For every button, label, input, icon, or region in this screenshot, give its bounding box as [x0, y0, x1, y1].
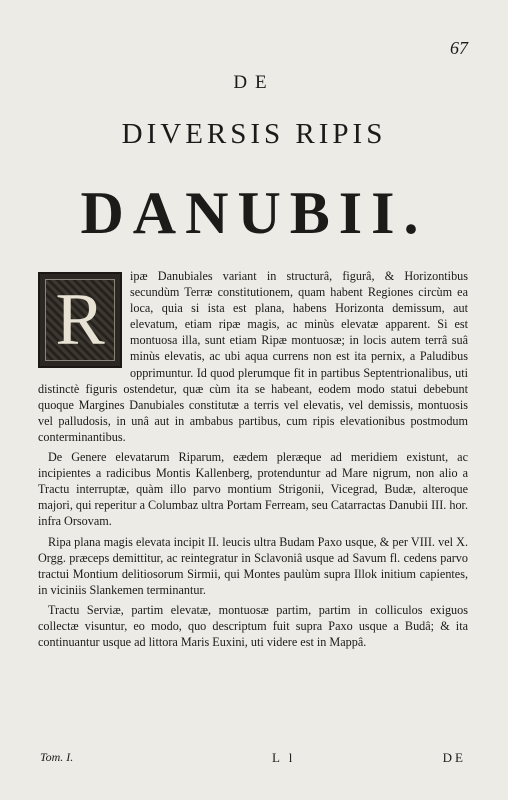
- page-number: 67: [450, 38, 468, 58]
- footer-catchword: DE: [442, 750, 466, 765]
- paragraph-4: Tractu Serviæ, partim elevatæ, montuosæ partim, partim in colliculos exiguos collectæ visuntur, eo modo, quo descriptum fuit supra Paxo usque a Budâ; & ita continuantur usque ad littora Maris Euxini, uti videre est in Mappâ.: [38, 602, 468, 650]
- paragraph-3: Ripa plana magis elevata incipit II. leucis ultra Budam Paxo usque, & per VIII. vel X. Orgg. præceps demittitur, ac reintegratur in Sclavoniâ usque ad Savum fl. cedens parvo tractui Montium delitiosorum Sirmii, qui Montes paulùm supra Illok initium capientes, in viciniis Slankemen terminantur.: [38, 534, 468, 597]
- footer-volume: Tom. I.: [40, 750, 74, 764]
- paragraph-2: De Genere elevatarum Riparum, eædem pleræque ad meridiem existunt, ac incipientes a radicibus Montis Kallenberg, protenduntur ad Mare nigrum, non alio a Tractu interruptæ, quàm illo parvo montium Strigonii, Vicegrad, Budæ, alteroque majori, qui reperitur a Columbaz ultra Portam Ferream, seu Catarractas Danubii III. hor. infra Orsovam.: [38, 450, 468, 529]
- initial-letter: R: [55, 279, 105, 361]
- heading-de: DE: [233, 72, 275, 93]
- paragraph-1: [38, 268, 468, 445]
- decorated-initial: [38, 272, 122, 368]
- heading-danubii: DANUBII.: [80, 180, 428, 246]
- footer-signature: L l: [272, 750, 296, 765]
- heading-diversis-ripis: DIVERSIS RIPIS: [121, 118, 387, 150]
- paragraph-1-text: ipæ Danubiales variant in structurâ, figurâ, & Horizontibus secundùm Terræ constitutionem, quam habent Regiones circùm ea loca, quia si ista est plana, habens Horizonta demissum, aut elevatum, etiam ripæ magis, ac minùs elevatæ apparent. Si est montuosa illa, sunt etiam Ripæ montuosæ; in locis autem terrâ suâ minùs elevatis, ac ubi aqua currens non est ita pernix, a Paludibus opprimuntur. Id quod plerumque fit in partibus Septentrionalibus, uti distinctè figuris ostendetur, quæ cùm ita se habeant, eodem modo statui debebunt quoque Margines Danubiales constitutæ a terris vel elevatis, vel demissis, montuosis vel palludosis, in unâ aut in ambabus partibus, cum ripis elevationibus postmodum conterminantibus.: [38, 269, 468, 444]
- body-text: [38, 268, 468, 654]
